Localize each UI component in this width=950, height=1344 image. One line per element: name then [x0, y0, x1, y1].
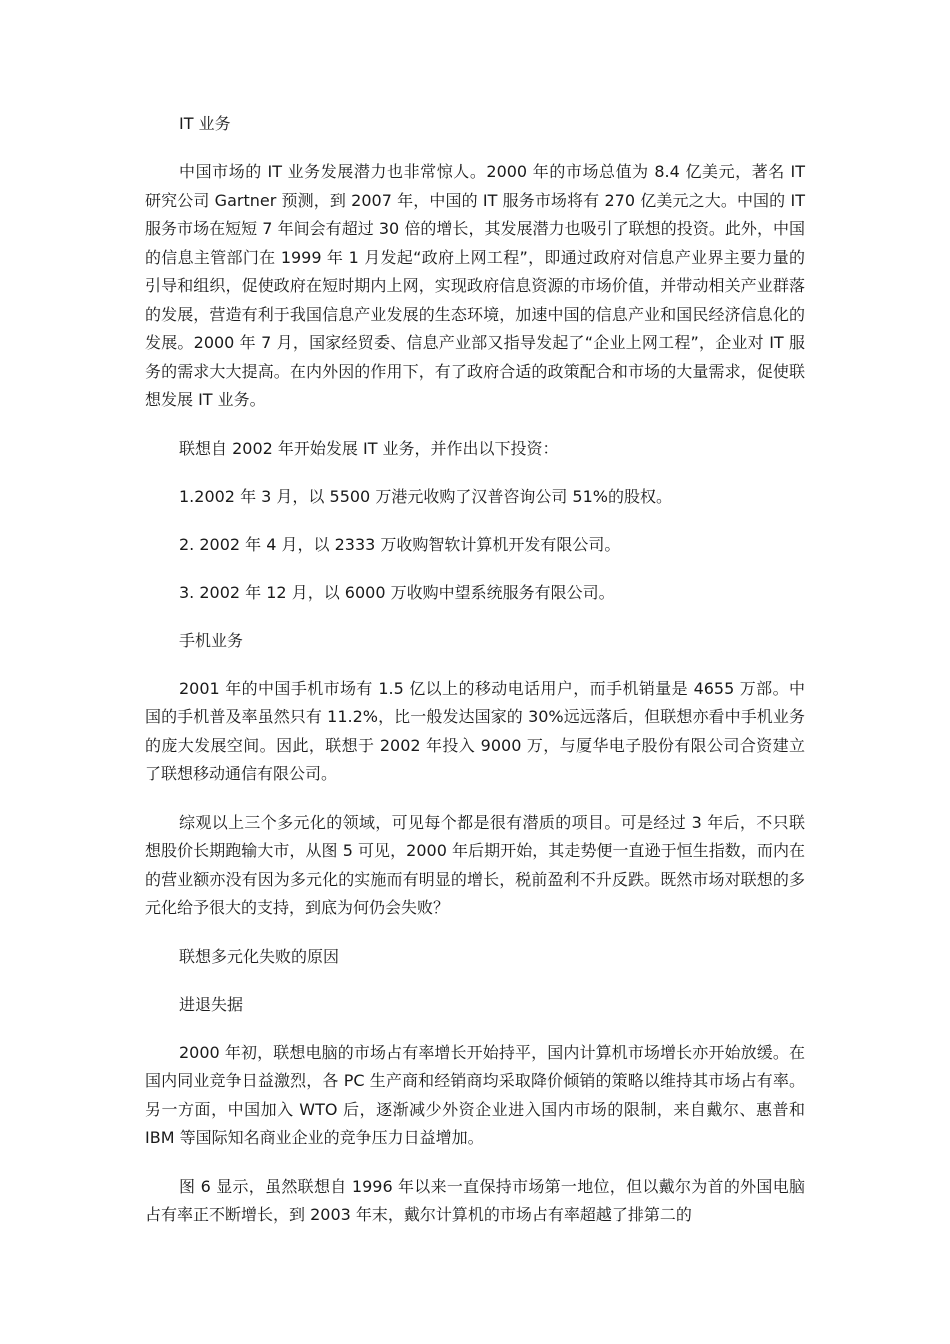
paragraph-mobile-market: 2001 年的中国手机市场有 1.5 亿以上的移动电话用户，而手机销量是 4655 万部。中国的手机普及率虽然只有 11.2%，比一般发达国家的 30%远远落后，但联想亦看中手机业务的庞大发展空间。因此，联想于 2002 年投入 9000 万，与厦华电子股份有限公司合资建立了联想移动通信有限公司。	[145, 678, 805, 783]
paragraph-pc-competition: 2000 年初，联想电脑的市场占有率增长开始持平，国内计算机市场增长亦开始放缓。在国内同业竞争日益激烈，各 PC 生产商和经销商均采取降价倾销的策略以维持其市场占有率。另一方面，中国加入 WTO 后，逐渐减少外资企业进入国内市场的限制，来自戴尔、惠普和 IBM 等国际知名商业企业的竞争压力日益增加。	[145, 1042, 805, 1147]
section-heading-mobile-business: 手机业务	[179, 630, 244, 650]
paragraph-it-market: 中国市场的 IT 业务发展潜力也非常惊人。2000 年的市场总值为 8.4 亿美元，著名 IT 研究公司 Gartner 预测，到 2007 年，中国的 IT 服务市场将有 270 亿美元之大。中国的 IT 服务市场在短短 7 年间会有超过 30 倍的增长，其发展潜力也吸引了联想的投资。此外，中国的信息主管部门在 1999 年 1 月发起“政府上网工程”，即通过政府对信息产业界主要力量的引导和组织，促使政府在短时期内上网，实现政府信息资源的市场价值，并带动相关产业群落的发展，营造有利于我国信息产业发展的生态环境，加速中国的信息产业和国民经济信息化的发展。2000 年 7 月，国家经贸委、信息产业部又指导发起了“企业上网工程”，企业对 IT 服务的需求大大提高。在内外因的作用下，有了政府合适的政策配合和市场的大量需求，促使联想发展 IT 业务。	[145, 162, 805, 409]
subsection-heading-dilemma: 进退失据	[179, 994, 244, 1014]
paragraph-diversification-summary: 综观以上三个多元化的领域，可见每个都是很有潜质的项目。可是经过 3 年后，不只联想股价长期跑输大市，从图 5 可见，2000 年后期开始，其走势便一直逊于恒生指数，而内在的营业额亦没有因为多元化的实施而有明显的增长，税前盈利不升反跌。既然市场对联想的多元化给予很大的支持，到底为何仍会失败？	[145, 812, 805, 917]
section-heading-failure-reasons: 联想多元化失败的原因	[179, 946, 340, 966]
paragraph-market-share: 图 6 显示，虽然联想自 1996 年以来一直保持市场第一地位，但以戴尔为首的外国电脑占有率正不断增长，到 2003 年末，戴尔计算机的市场占有率超越了排第二的	[145, 1176, 805, 1224]
investment-item-2: 2. 2002 年 4 月，以 2333 万收购智软计算机开发有限公司。	[179, 534, 621, 554]
investment-item-3: 3. 2002 年 12 月，以 6000 万收购中望系统服务有限公司。	[179, 582, 615, 602]
document-body	[145, 110, 805, 1250]
investment-item-1: 1.2002 年 3 月，以 5500 万港元收购了汉普咨询公司 51%的股权。	[179, 486, 672, 506]
section-heading-it-business: IT 业务	[179, 114, 231, 133]
investment-intro: 联想自 2002 年开始发展 IT 业务，并作出以下投资：	[179, 438, 559, 458]
